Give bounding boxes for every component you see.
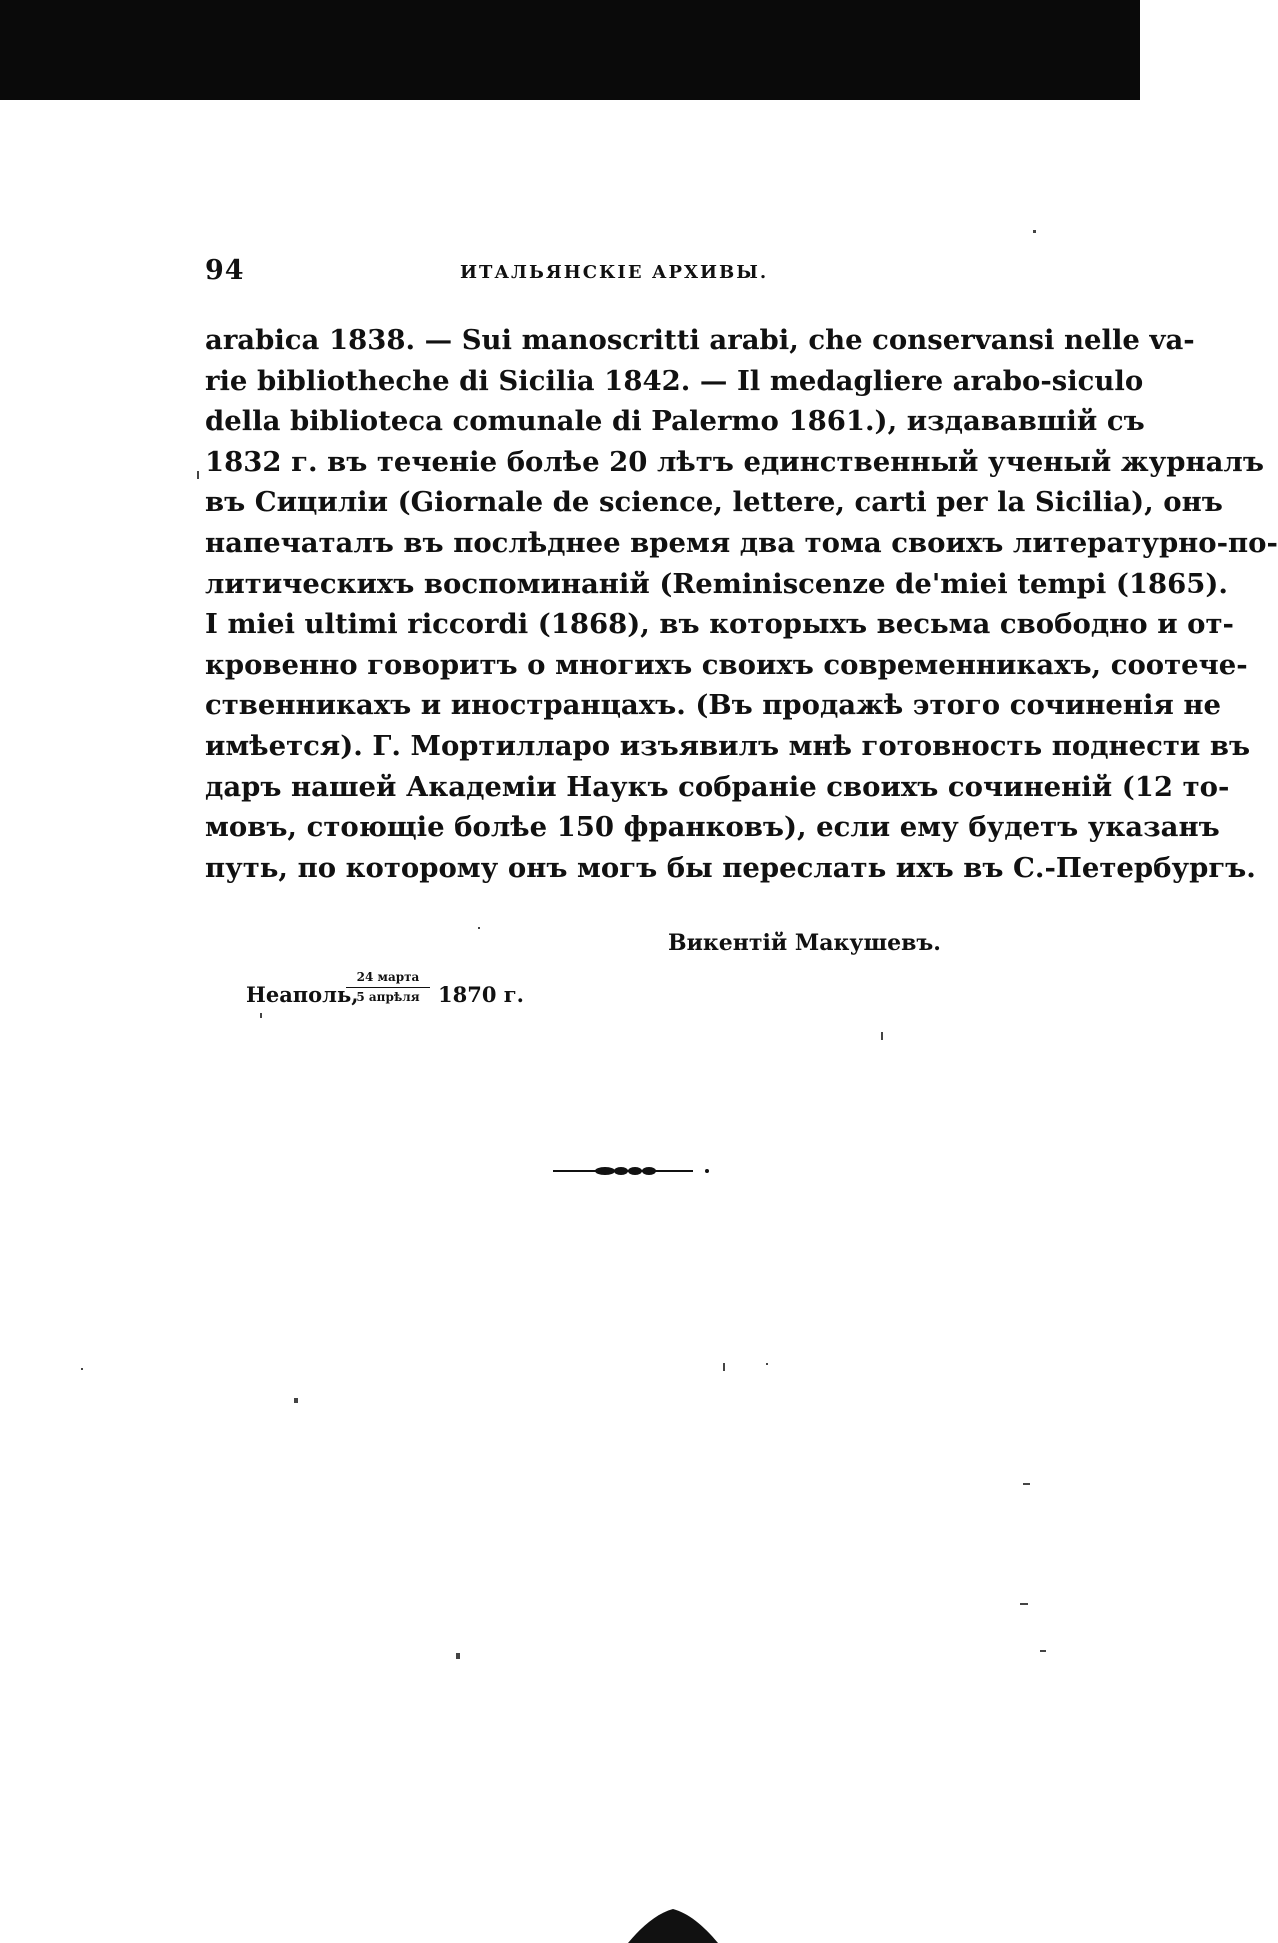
page-number: 94 (205, 255, 245, 286)
scan-speck (723, 1363, 725, 1371)
text-line: arabica 1838. — Sui manoscritti arabi, che conservansi nelle va- (205, 324, 1195, 356)
text-line: въ Сициліи (Giornale de science, lettere, carti per la Sicilia), онъ (205, 486, 1223, 519)
scan-speck (294, 1398, 298, 1403)
scan-speck (1033, 230, 1036, 233)
text-line: della biblioteca comunale di Palermo 1861.), издававшій съ (205, 405, 1145, 438)
page-header (205, 255, 1075, 295)
dateline-date-fraction (346, 968, 430, 1007)
dateline-place: Неаполь, (246, 982, 359, 1007)
date-old-style: 24 марта (346, 968, 430, 988)
text-line: мовъ, стоющіе болѣе 150 франковъ), если ему будетъ указанъ (205, 811, 1220, 844)
text-line: литическихъ воспоминаній (Reminiscenze de'miei tempi (1865). (205, 567, 1228, 600)
date-new-style: 5 апрѣля (356, 990, 420, 1004)
scan-speck (1023, 1483, 1030, 1485)
text-line: ственникахъ и иностранцахъ. (Въ продажѣ этого сочиненія не (205, 689, 1222, 722)
scan-speck (478, 927, 480, 929)
text-line: напечаталъ въ послѣднее время два тома своихъ литературно-по- (205, 526, 1278, 559)
text-line: путь, по которому онъ могъ бы переслать ихъ въ С.-Петербургъ. (205, 851, 1256, 884)
scan-speck (197, 471, 199, 479)
text-line: кровенно говоритъ о многихъ своихъ современникахъ, соотече- (205, 648, 1248, 681)
author-signature: Викентій Макушевъ. (668, 930, 941, 956)
scan-edge-mark (628, 1905, 718, 1943)
scan-speck (766, 1363, 768, 1365)
text-line: rie bibliotheche di Sicilia 1842. — Il medagliere arabo-siculo (205, 364, 1144, 397)
scan-speck (456, 1653, 460, 1659)
tailpiece-ornament (553, 1164, 713, 1178)
text-line: даръ нашей Академіи Наукъ собраніе своихъ сочиненій (12 то- (205, 770, 1230, 803)
dateline-year: 1870 г. (438, 982, 524, 1007)
scan-speck (81, 1368, 83, 1370)
scan-top-band (0, 0, 1140, 100)
scan-speck (881, 1032, 883, 1040)
running-title: ИТАЛЬЯНСКІЕ АРХИВЫ. (460, 262, 769, 283)
text-line: 1832 г. въ теченіе болѣе 20 лѣтъ единственный ученый журналъ (205, 445, 1264, 478)
body-paragraph (205, 320, 1278, 888)
text-line: имѣется). Г. Мортилларо изъявилъ мнѣ готовность поднести въ (205, 729, 1251, 762)
text-line: I miei ultimi riccordi (1868), въ которыхъ весьма свободно и от- (205, 608, 1234, 641)
scan-speck (1020, 1603, 1028, 1605)
scan-speck (1040, 1650, 1046, 1652)
scan-speck (260, 1013, 262, 1018)
